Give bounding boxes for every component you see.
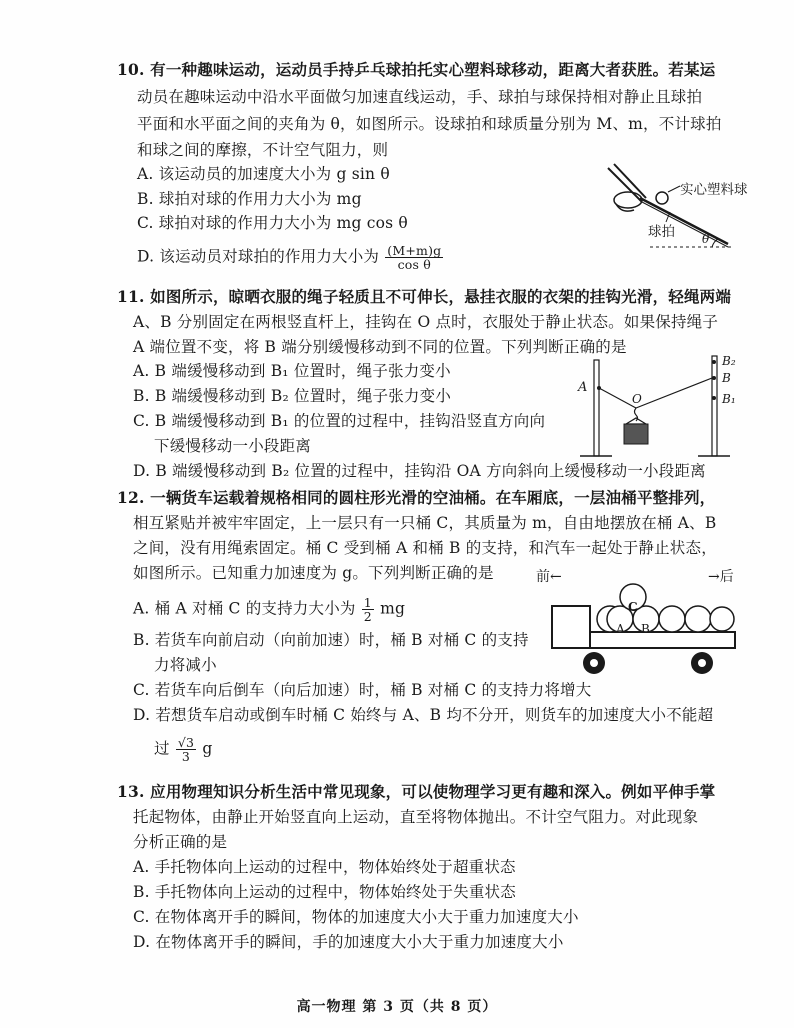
q13-option-d: D. 在物体离开手的瞬间，手的加速度大小大于重力加速度大小 <box>133 933 564 951</box>
label-barrel-b: B <box>641 622 650 636</box>
q13-option-c: C. 在物体离开手的瞬间，物体的加速度大小大于重力加速度大小 <box>133 908 579 926</box>
plastic-ball <box>656 192 668 204</box>
q11-figure <box>572 350 742 460</box>
rope-right <box>636 378 712 408</box>
q12-d-denominator: 3 <box>181 749 191 764</box>
q10-d-denominator: cos θ <box>397 257 432 272</box>
q13-option-b: B. 手托物体向上运动的过程中，物体始终处于失重状态 <box>133 883 516 901</box>
truck-cab-body <box>552 606 590 648</box>
q12-figure <box>532 566 747 678</box>
barrel-4 <box>659 606 685 632</box>
point-b2 <box>712 360 716 364</box>
label-back: →后 <box>708 569 734 585</box>
q12-a-numerator: 1 <box>363 595 372 610</box>
q10-option-d-text: D. 该运动员对球拍的作用力大小为 <box>137 247 380 266</box>
q10-figure <box>600 162 748 252</box>
label-o: O <box>632 392 642 406</box>
q12-option-c: C. 若货车向后倒车（向后加速）时，桶 B 对桶 C 的支持力将增大 <box>133 681 592 699</box>
q12-option-d-line1: D. 若想货车启动或倒车时桶 C 始终与 A、B 均不分开，则货车的加速度大小不能超 <box>133 706 714 724</box>
q12-option-b-line2: 力将减小 <box>154 656 217 674</box>
label-plastic-ball: 实心塑料球 <box>680 182 748 198</box>
point-b1 <box>712 396 716 400</box>
clothes <box>624 424 648 444</box>
left-pole <box>594 360 599 456</box>
rope-left <box>599 388 636 408</box>
racket-handle-top <box>608 168 642 202</box>
barrel-5 <box>685 606 711 632</box>
q10-line1: 10. 有一种趣味运动，运动员手持乒乓球拍托实心塑料球移动，距离大者获胜。若某运 <box>117 60 716 79</box>
rear-wheel-hub <box>698 659 706 667</box>
q12-option-d-prefix: 过 <box>154 739 170 758</box>
q12-option-a-fraction <box>362 596 374 623</box>
q11-line3: A 端位置不变，将 B 端分别缓慢移动到不同的位置。下列判断正确的是 <box>133 338 627 356</box>
q10-option-d <box>137 244 444 271</box>
q13-line3: 分析正确的是 <box>133 833 228 851</box>
q10-line3: 平面和水平面之间的夹角为 θ，如图所示。设球拍和球质量分别为 M、m，不计球拍 <box>137 115 722 133</box>
q11-line1: 11. 如图所示，晾晒衣服的绳子轻质且不可伸长，悬挂衣服的衣架的挂钩光滑，轻绳两端 <box>117 287 732 306</box>
q13-option-a: A. 手托物体向上运动的过程中，物体始终处于超重状态 <box>133 858 516 876</box>
label-barrel-a: A <box>616 622 625 636</box>
q12-option-a-unit: mg <box>380 599 406 618</box>
front-wheel-hub <box>590 659 598 667</box>
q13-line1: 13. 应用物理知识分析生活中常见现象，可以使物理学习更有趣和深入。例如平伸手掌 <box>117 782 716 801</box>
q12-option-b-line1: B. 若货车向前启动（向前加速）时，桶 B 对桶 C 的支持 <box>133 631 529 649</box>
clothesline-diagram <box>572 350 742 460</box>
label-theta: θ <box>702 232 710 246</box>
q11-option-c-line1: C. B 端缓慢移动到 B₁ 的位置的过程中，挂钩沿竖直方向向 <box>133 412 546 430</box>
label-b: B <box>722 371 731 385</box>
q12-a-denominator: 2 <box>363 609 372 624</box>
truck-bed <box>590 632 735 648</box>
hand-shape <box>614 192 642 208</box>
q10-line2: 动员在趣味运动中沿水平面做匀加速直线运动，手、球拍与球保持相对静止且球拍 <box>137 88 703 106</box>
q10-option-d-fraction <box>385 244 443 271</box>
q10-option-c: C. 球拍对球的作用力大小为 mg cos θ <box>137 214 408 232</box>
q11-option-d: D. B 端缓慢移动到 B₂ 位置的过程中，挂钩沿 OA 方向斜向上缓慢移动一小段距离 <box>133 462 706 480</box>
q12-option-d-line2 <box>154 736 212 763</box>
ball-leader-line <box>668 186 680 192</box>
q10-line4: 和球之间的摩擦，不计空气阻力，则 <box>137 141 389 159</box>
q12-option-a-text: A. 桶 A 对桶 C 的支持力大小为 <box>133 599 356 618</box>
label-barrel-c: C <box>628 600 638 614</box>
page-footer: 高一物理 第 3 页（共 8 页） <box>296 999 498 1015</box>
q13-line2: 托起物体，由静止开始竖直向上运动，直至将物体抛出。不计空气阻力。对此现象 <box>133 808 699 826</box>
racket-handle-edge <box>614 164 646 198</box>
point-a <box>597 386 601 390</box>
label-a: A <box>578 380 588 395</box>
q12-line1: 12. 一辆货车运载着规格相同的圆柱形光滑的空油桶。在车厢底，一层油桶平整排列， <box>117 488 716 507</box>
right-pole <box>712 356 717 456</box>
q10-option-b: B. 球拍对球的作用力大小为 mg <box>137 190 362 208</box>
point-b <box>712 376 716 380</box>
label-front: 前← <box>536 569 562 585</box>
q12-option-d-fraction <box>176 736 196 763</box>
q12-line4: 如图所示。已知重力加速度为 g。下列判断正确的是 <box>133 564 494 582</box>
q11-option-b: B. B 端缓慢移动到 B₂ 位置时，绳子张力变小 <box>133 387 452 405</box>
label-b1: B₁ <box>722 392 736 406</box>
q12-d-numerator: √3 <box>177 735 195 750</box>
barrel-6 <box>710 607 734 631</box>
q11-option-a: A. B 端缓慢移动到 B₁ 位置时，绳子张力变小 <box>133 362 451 380</box>
q12-option-d-suffix: g <box>202 739 213 758</box>
q11-line2: A、B 分别固定在两根竖直杆上，挂钩在 O 点时，衣服处于静止状态。如果保持绳子 <box>133 313 719 331</box>
label-racket: 球拍 <box>648 224 675 240</box>
q12-line3: 之间，没有用绳索固定。桶 C 受到桶 A 和桶 B 的支持，和汽车一起处于静止状态， <box>133 539 717 557</box>
label-b2: B₂ <box>722 354 736 368</box>
q12-option-a <box>133 596 405 623</box>
q10-d-numerator: (M+m)g <box>387 243 442 258</box>
q11-option-c-line2: 下缓慢移动一小段距离 <box>154 437 312 455</box>
q10-option-a: A. 该运动员的加速度大小为 g sin θ <box>137 165 390 183</box>
q12-line2: 相互紧贴并被牢牢固定，上一层只有一只桶 C，其质量为 m，自由地摆放在桶 A、B <box>133 514 717 532</box>
